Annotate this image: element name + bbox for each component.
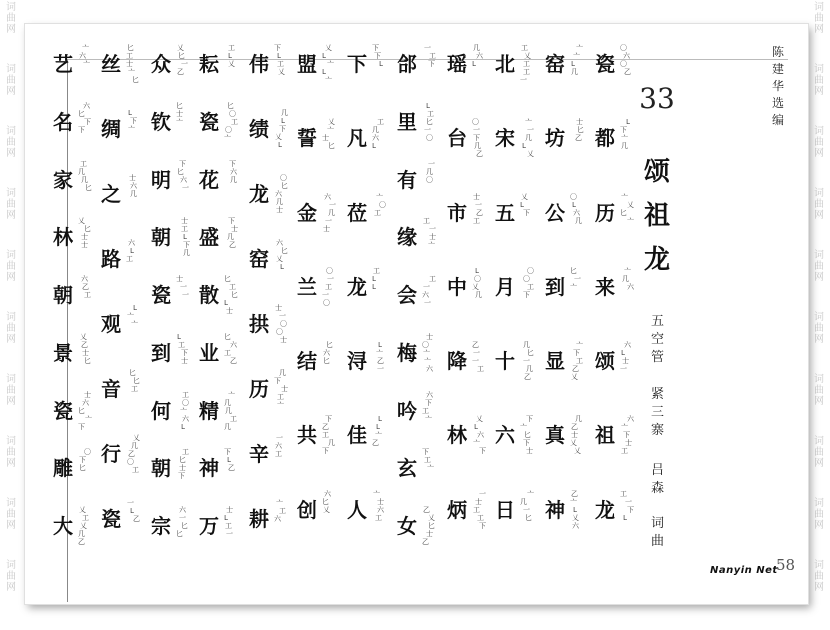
lyric-char: 玄 [397, 456, 417, 481]
lyric-char: 日 [495, 497, 515, 522]
notation-mark: 匕 〇 工 〇 亠 [224, 101, 238, 142]
notation-mark: 下 工 亠 [422, 448, 434, 473]
lyric-char: 郃 [397, 52, 417, 76]
notation-mark: 士 匕 乙 [575, 118, 584, 143]
notation-mark: 乙 亠 L 乂 六 [570, 489, 579, 530]
lyric-char: 坊 [545, 126, 565, 151]
lyric-char: 何 [151, 398, 171, 423]
lyric-char: 炳 [447, 497, 467, 522]
notation-mark: 六 匕 乂 [322, 489, 331, 514]
lyric-char: 路 [101, 247, 121, 271]
notation-mark: 亠 几 几 工 几 [224, 390, 237, 431]
lyric-char: 之 [101, 182, 121, 206]
notation-mark: 工 几 几 匕 [78, 159, 92, 192]
notation-mark: 六 乙 工 [81, 275, 91, 300]
notation-mark: 匕 工 士 亠 匕 [126, 44, 139, 84]
lyric-char: 雕 [53, 456, 73, 481]
notation-mark: 〇 〇 工 下 [523, 266, 534, 299]
watermark-text: 词 曲 网 [814, 126, 824, 159]
notation-mark: 乂 L 六 亠 下 [473, 415, 486, 456]
notation-mark: 匕 士 亠 [176, 101, 183, 126]
notation-mark: 工 几 六 L [372, 118, 384, 151]
lyric-char: 瓷 [53, 398, 73, 423]
lyric-char: 花 [199, 167, 219, 192]
notation-mark: 〇 一 工 一 〇 [322, 266, 334, 307]
editor-char: 陈 [772, 45, 785, 59]
notation-mark: 工 L L [372, 266, 380, 291]
notation-mark: 六 L 工 [126, 239, 135, 263]
lyric-char: 景 [53, 340, 73, 365]
lyric-char: 台 [447, 126, 467, 151]
notation-mark: 工 〇 亠 六 L [180, 390, 189, 431]
watermark-text: 词 曲 网 [6, 312, 16, 345]
notation-mark: 士 工 L 下 几 [181, 217, 190, 258]
lyric-char: 耘 [199, 52, 219, 76]
lyric-column [340, 34, 390, 579]
lyric-char: 降 [447, 349, 467, 374]
lyric-char: 大 [53, 514, 73, 539]
editor-char: 选 [772, 96, 785, 110]
lyric-char: 丝 [101, 52, 121, 76]
lyric-char: 历 [249, 377, 269, 401]
notation-mark: 下 匕 六 一 [177, 159, 189, 192]
lyric-char: 吟 [397, 398, 417, 423]
notation-mark: 匕 六 匕 [323, 341, 333, 366]
lyric-char: 观 [101, 312, 121, 336]
notation-mark: L 亠 乙 一 [376, 341, 384, 374]
mode-char: 五 [651, 314, 665, 329]
notation-mark: 亠 几 一 匕 [520, 489, 534, 522]
lyric-char: 凡 [347, 126, 367, 151]
credit-role-char: 词 [651, 516, 665, 531]
lyric-char: 散 [199, 283, 219, 308]
lyric-char: 朝 [53, 283, 73, 308]
notation-mark: 匕 一 亠 [570, 266, 581, 291]
watermark-text: 词 曲 网 [6, 64, 16, 97]
notation-mark: 亠 工 六 [274, 499, 286, 523]
lyric-char: 月 [495, 274, 515, 299]
notation-mark: 工 一 士 亠 [423, 217, 436, 250]
lyric-char: 历 [595, 200, 615, 225]
lyric-char: 佳 [347, 423, 367, 448]
notation-mark: 一 工 下 [424, 44, 436, 68]
notation-mark: 士 一 一 [176, 275, 189, 300]
lyric-char: 十 [495, 349, 515, 374]
lyric-char: 林 [447, 423, 467, 448]
lyric-char: 瓷 [151, 283, 171, 308]
lyric-char: 六 [495, 423, 515, 448]
lyric-column [488, 34, 538, 579]
mode-char: 空 [651, 332, 665, 347]
notation-mark: 乙 一 一 工 [472, 341, 484, 374]
lyric-char: 梅 [397, 340, 417, 365]
lyric-column [390, 34, 440, 579]
lyric-char: 到 [545, 274, 565, 299]
watermark-text: 词 曲 网 [6, 126, 16, 159]
lyric-column [94, 34, 144, 579]
mode-char: 管 [651, 350, 665, 365]
watermark-text: 词 曲 网 [6, 188, 16, 221]
credit-role [651, 515, 664, 551]
notation-mark: 六 亠 下 士 工 [621, 415, 634, 456]
lyric-char: 人 [347, 497, 367, 522]
notation-mark: 一 士 工 工 下 [473, 489, 486, 530]
notation-mark: 下 亠 匕 下 士 [520, 415, 533, 456]
notation-mark: 士 〇 亠 亠 六 [422, 332, 433, 373]
notation-mark: L 亠 亠 [127, 304, 138, 328]
watermark-text: 词 曲 网 [814, 374, 824, 407]
mode-label [651, 313, 664, 367]
lyric-column [242, 34, 292, 579]
watermark-text: 词 曲 网 [814, 436, 824, 469]
notation-mark: L 下 亠 几 [620, 118, 631, 151]
lyric-char: 祖 [595, 423, 615, 448]
notation-mark: 乂 L 下 [520, 192, 530, 217]
notation-mark: 下 L 工 乂 [274, 44, 285, 76]
lyric-char: 龙 [347, 274, 367, 299]
lyric-char: 绸 [101, 117, 121, 141]
watermark-text: 词 曲 网 [6, 560, 16, 593]
lyric-char: 共 [297, 423, 317, 448]
lyric-char: 下 [347, 52, 367, 76]
notation-mark: 亠 六 亠 [79, 44, 90, 68]
notation-mark: 亠 士 六 工 [373, 489, 384, 522]
lyric-char: 瓷 [199, 109, 219, 134]
lyric-char: 都 [595, 126, 615, 151]
lyric-char: 瓷 [101, 507, 121, 531]
lyric-char: 瓷 [595, 52, 615, 76]
notation-mark: 工 一 六 一 [422, 275, 436, 308]
notation-mark: 〇 一 下 几 乙 [472, 118, 483, 159]
lyric-char: 耕 [249, 507, 269, 531]
notation-mark: 几 L 下 乂 L [275, 109, 288, 149]
lyric-char: 誓 [297, 126, 317, 151]
notation-mark: 匕 六 工 乙 [224, 332, 237, 365]
lyric-char: 浔 [347, 349, 367, 374]
lyric-char: 朝 [151, 456, 171, 481]
notation-mark: 工 乂 工 工 一 [520, 44, 531, 84]
rhythm-label [651, 386, 664, 440]
notation-mark: L 工 下 士 [177, 332, 188, 365]
watermark-text: 词 曲 网 [6, 374, 16, 407]
lyric-char: 中 [447, 274, 467, 299]
notation-mark: 士 一 〇 〇 士 [275, 304, 287, 344]
notation-mark: 下 六 几 [229, 159, 237, 184]
notation-mark: 六 一 匕 匕 [176, 506, 188, 539]
lyric-char: 家 [53, 167, 73, 192]
editor-credit [772, 44, 784, 129]
notation-mark: 六 下 工 亠 [422, 390, 433, 423]
notation-mark: 士 一 乙 工 [473, 192, 483, 225]
notation-mark: 下 乙 工 几 下 [322, 415, 335, 456]
lyric-char: 万 [199, 514, 219, 539]
notation-mark: 士 L 工 一 [224, 506, 233, 539]
editor-char: 建 [772, 62, 785, 76]
notation-mark: 乂 匕 士 士 [78, 217, 91, 250]
title-char: 龙 [643, 245, 670, 275]
lyric-column [46, 34, 96, 579]
lyric-char: 缘 [397, 225, 417, 250]
notation-mark: L 〇 乂 几 [472, 266, 482, 299]
watermark-text: 词 曲 网 [6, 436, 16, 469]
lyric-char: 女 [397, 514, 417, 539]
notation-mark: 一 六 工 [275, 434, 283, 458]
notation-mark: 亠 亠 L 几 [571, 44, 583, 76]
notation-mark: 六 匕 乂 L [276, 239, 288, 271]
notation-mark: 亠 乂 匕 亠 [620, 192, 634, 225]
credit-role-char: 曲 [651, 534, 665, 549]
lyric-char: 名 [53, 109, 73, 134]
lyric-char: 创 [297, 497, 317, 522]
notation-mark: 匕 匕 工 [129, 369, 140, 393]
notation-mark: 乂 L 亠 L 亠 [322, 44, 334, 84]
watermark-text: 词 曲 网 [6, 498, 16, 531]
notation-mark: 士 六 匕 亠 下 [78, 390, 92, 431]
notation-mark: L 工 匕 一 〇 [424, 101, 434, 142]
watermark-text: 词 曲 网 [6, 250, 16, 283]
lyric-char: 北 [495, 52, 515, 76]
lyric-char: 公 [545, 200, 565, 225]
song-number: 33 [639, 82, 675, 115]
lyric-char: 金 [297, 200, 317, 225]
brand-logo: Nanyin Net [710, 565, 778, 576]
lyric-char: 艺 [53, 52, 73, 76]
notation-mark: 亠 一 几 L 乂 [522, 118, 534, 159]
credit-name [651, 462, 664, 498]
lyric-char: 市 [447, 200, 467, 225]
lyric-column [588, 34, 638, 579]
lyric-column [538, 34, 588, 579]
lyric-char: 盛 [199, 225, 219, 250]
notation-mark: 乙 乂 匕 士 乙 [422, 506, 435, 547]
lyric-char: 音 [101, 377, 121, 401]
notation-mark: 〇 六 〇 乙 [620, 44, 631, 76]
notation-mark: 匕 工 匕 L 士 [224, 275, 238, 316]
lyric-char: 到 [151, 340, 171, 365]
notation-mark: 亠 〇 工 [374, 192, 386, 217]
notation-mark: 〇 L 六 几 [570, 192, 582, 225]
lyric-char: 盟 [297, 52, 317, 76]
notation-mark: 一 几 〇 [426, 159, 435, 184]
song-title [637, 150, 677, 282]
notation-mark: 〇 匕 六 几 士 [275, 174, 288, 214]
lyric-char: 神 [199, 456, 219, 481]
lyric-char: 宗 [151, 514, 171, 539]
lyric-char: 行 [101, 442, 121, 466]
lyric-column [144, 34, 194, 579]
notation-mark: 亠 几 六 [622, 266, 634, 291]
notation-mark: 下 下 L [372, 44, 384, 68]
watermark-text: 词 曲 网 [814, 2, 824, 35]
notation-mark: L 下 亠 [128, 109, 137, 133]
lyric-char: 辛 [249, 442, 269, 466]
lyric-char: 窑 [249, 247, 269, 271]
lyric-char: 伟 [249, 52, 269, 76]
lyric-char: 有 [397, 167, 417, 192]
editor-char: 编 [772, 113, 785, 127]
lyric-char: 神 [545, 497, 565, 522]
notation-mark: 几 乙 士 乂 乂 [570, 415, 582, 456]
lyric-char: 明 [151, 167, 171, 192]
watermark-text: 词 曲 网 [814, 64, 824, 97]
notation-mark: 乂 亠 士 匕 [322, 118, 335, 151]
lyric-column [290, 34, 340, 579]
notation-mark: 乂 匕 一 乙 [177, 44, 188, 76]
notation-mark: 亠 下 工 乙 乂 [571, 341, 583, 382]
editor-char: 华 [772, 79, 785, 93]
credit-name-char: 吕 [651, 463, 665, 478]
lyric-char: 窑 [545, 52, 565, 76]
title-char: 祖 [643, 201, 670, 231]
lyric-char: 朝 [151, 225, 171, 250]
lyric-char: 来 [595, 274, 615, 299]
watermark-text: 词 曲 网 [814, 250, 824, 283]
lyric-char: 林 [53, 225, 73, 250]
notation-mark: 乂 乙 士 匕 [80, 332, 91, 365]
lyric-char: 莅 [347, 200, 367, 225]
notation-mark: 下 L 乙 [224, 448, 235, 473]
credit-name-char: 森 [651, 481, 665, 496]
notation-mark: L L 亠 乙 [372, 415, 383, 448]
notation-mark: 工 匕 士 下 [178, 448, 189, 481]
notation-mark: 下 士 几 乙 [227, 217, 238, 250]
lyric-char: 会 [397, 283, 417, 308]
lyric-char: 龙 [595, 497, 615, 522]
lyric-char: 结 [297, 349, 317, 374]
lyric-char: 众 [151, 52, 171, 76]
rhythm-char: 三 [651, 405, 665, 420]
lyric-char: 精 [199, 398, 219, 423]
rhythm-char: 寨 [651, 423, 665, 438]
notation-mark: 几 六 L [472, 44, 483, 68]
lyric-char: 龙 [249, 182, 269, 206]
lyric-char: 瑶 [447, 52, 467, 76]
lyric-char: 颂 [595, 349, 615, 374]
lyric-column [192, 34, 242, 579]
lyric-char: 五 [495, 200, 515, 225]
watermark-text: 词 曲 网 [814, 498, 824, 531]
lyric-column [440, 34, 490, 579]
watermark-text: 词 曲 网 [814, 560, 824, 593]
page-number: 58 [776, 556, 796, 574]
lyric-char: 里 [397, 109, 417, 134]
notation-mark: 几 匕 一 几 乙 [523, 341, 534, 382]
lyric-char: 显 [545, 349, 565, 374]
notation-mark: 一 L 乙 [127, 499, 140, 523]
notation-mark: 士 六 几 [129, 174, 137, 198]
watermark-text: 词 曲 网 [814, 188, 824, 221]
notation-mark: 乂 工 乂 几 乙 [78, 506, 89, 547]
notation-mark: 〇 下 匕 [79, 448, 91, 473]
watermark-text: 词 曲 网 [6, 2, 16, 35]
notation-mark: 几 下 士 工 亠 [274, 369, 288, 409]
lyric-char: 真 [545, 423, 565, 448]
watermark-text: 词 曲 网 [814, 312, 824, 345]
notation-mark: 工 L 乂 [228, 44, 235, 68]
notation-mark: 六 匕 下 下 [78, 101, 91, 134]
notation-mark: 六 一 几 一 士 [323, 192, 336, 233]
lyric-char: 拱 [249, 312, 269, 336]
notation-mark: 乂 几 乙 〇 工 [127, 434, 140, 474]
lyric-char: 钦 [151, 109, 171, 134]
notation-mark: 六 L 士 一 [620, 341, 631, 374]
lyric-char: 兰 [297, 274, 317, 299]
rhythm-char: 紧 [651, 387, 665, 402]
lyric-char: 业 [199, 340, 219, 365]
notation-mark: 工 一 下 L [620, 489, 634, 522]
title-char: 颂 [643, 157, 670, 187]
lyric-char: 宋 [495, 126, 515, 151]
lyric-char: 绩 [249, 117, 269, 141]
